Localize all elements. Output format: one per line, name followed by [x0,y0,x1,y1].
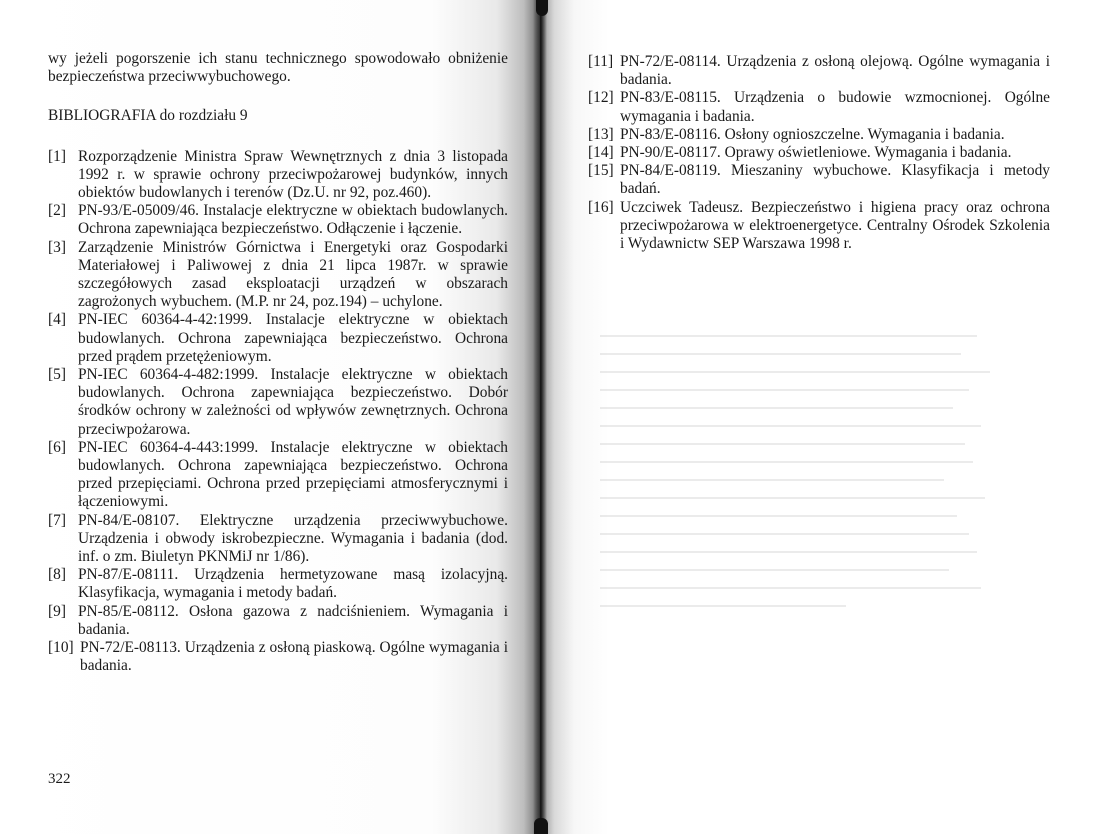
bibliography-entry [48,603,508,639]
bibliography-entry [588,162,1050,198]
entry-text: PN-85/E-08112. Osłona gazowa z nadciśnieniem. Wymagania i badania. [78,602,508,638]
entry-text: Uczciwek Tadeusz. Bezpieczeństwo i higiena pracy oraz ochrona przeciwpożarowa w elektroenergetyce. Centralny Ośrodek Szkolenia i Wydawnictw SEP Warszawa 1998 r. [620,198,1050,253]
gutter-shadow-bottom [534,818,548,834]
right-page-text [588,53,1050,253]
entry-text: PN-83/E-08116. Osłony ognioszczelne. Wymagania i badania. [620,125,1005,143]
intro-paragraph: wy jeżeli pogorszenie ich stanu technicznego spowodowało obniżenie bezpieczeństwa przeciwwybuchowego. [48,50,508,86]
entry-text: PN-IEC 60364-4-443:1999. Instalacje elektryczne w obiektach budowlanych. Ochrona zapewniająca bezpieczeństwo. Ochrona przed przepięciami. Ochrona przed przepięciami atmosferycznymi i łączeniowymi. [78,438,508,511]
entry-number: [8] [48,566,66,584]
entry-number: [12] [588,89,614,107]
entry-number: [13] [588,125,614,143]
bibliography-entry [588,89,1050,125]
entry-number: [6] [48,438,66,456]
entry-text: PN-87/E-08111. Urządzenia hermetyzowane masą izolacyjną. Klasyfikacja, wymagania i metody badań. [78,566,508,602]
entry-text: PN-72/E-08114. Urządzenia z osłoną olejową. Ogólne wymagania i badania. [620,53,1050,89]
bibliography-entry [48,439,508,512]
entry-number: [4] [48,311,66,329]
entry-number: [5] [48,366,66,384]
entry-text: PN-IEC 60364-4-42:1999. Instalacje elektryczne w obiektach budowlanych. Ochrona zapewniająca bezpieczeństwo. Ochrona przed prądem przetężeniowym. [78,311,508,365]
left-page-text [48,50,508,676]
bibliography-entry [48,366,508,439]
book-gutter [533,0,547,834]
entry-text: PN-84/E-08107. Elektryczne urządzenia przeciwwybuchowe. Urządzenia i obwody iskrobezpieczne. Wymagania i badania (dod. inf. o zm. Biuletyn PKNMiJ nr 1/86). [78,511,508,566]
bibliography-entry [48,239,508,312]
entry-number: [2] [48,202,66,220]
page-number: 322 [48,771,71,787]
entry-number: [14] [588,144,614,162]
entry-text: PN-IEC 60364-4-482:1999. Instalacje elektryczne w obiektach budowlanych. Ochrona zapewniająca bezpieczeństwo. Dobór środków ochrony w zależności od wpływów zewnętrznych. Ochrona przeciwpożarowa. [78,366,508,438]
entry-number: [9] [48,602,66,620]
bibliography-entry [588,199,1050,254]
bibliography-entry [48,512,508,567]
bibliography-entry [588,144,1050,162]
entry-text: PN-83/E-08115. Urządzenia o budowie wzmocnionej. Ogólne wymagania i badania. [620,89,1050,125]
entry-text: Zarządzenie Ministrów Górnictwa i Energetyki oraz Gospodarki Materiałowej i Paliwowej z dnia 21 lipca 1987r. w sprawie szczegółowych zasad eksploatacji urządzeń w obszarach zagrożonych wybuchem. (M.P. nr 24, poz.194) – uchylone. [78,238,508,311]
entry-text: PN-72/E-08113. Urządzenia z osłoną piaskową. Ogólne wymagania i badania. [80,639,508,675]
entry-number: [10] [48,639,74,657]
entry-text: Rozporządzenie Ministra Spraw Wewnętrznych z dnia 3 listopada 1992 r. w sprawie ochrony przeciwpożarowej budynków, innych obiektów budowlanych i terenów (Dz.U. nr 92, poz.460). [78,147,508,202]
show-through-shadow [600,335,1010,745]
bibliography-entry [48,148,508,203]
entry-text: PN-93/E-05009/46. Instalacje elektryczne w obiektach budowlanych. Ochrona zapewniająca bezpieczeństwo. Odłączenie i łączenie. [78,202,508,238]
entry-number: [11] [588,53,614,70]
entry-number: [1] [48,147,66,165]
bibliography-entry [48,566,508,602]
entry-number: [16] [588,198,614,216]
bibliography-heading: BIBLIOGRAFIA do rozdziału 9 [48,107,248,125]
entry-number: [3] [48,238,66,256]
gutter-shadow-top [536,0,548,16]
bibliography-entry [588,126,1050,144]
entry-text: PN-90/E-08117. Oprawy oświetleniowe. Wymagania i badania. [620,144,1012,162]
bibliography-entry [48,202,508,238]
bibliography-entry [48,639,508,675]
entry-number: [7] [48,511,66,529]
bibliography-entry [588,53,1050,89]
bibliography-entry [48,311,508,366]
entry-number: [15] [588,162,614,180]
entry-text: PN-84/E-08119. Mieszaniny wybuchowe. Klasyfikacja i metody badań. [620,162,1050,198]
